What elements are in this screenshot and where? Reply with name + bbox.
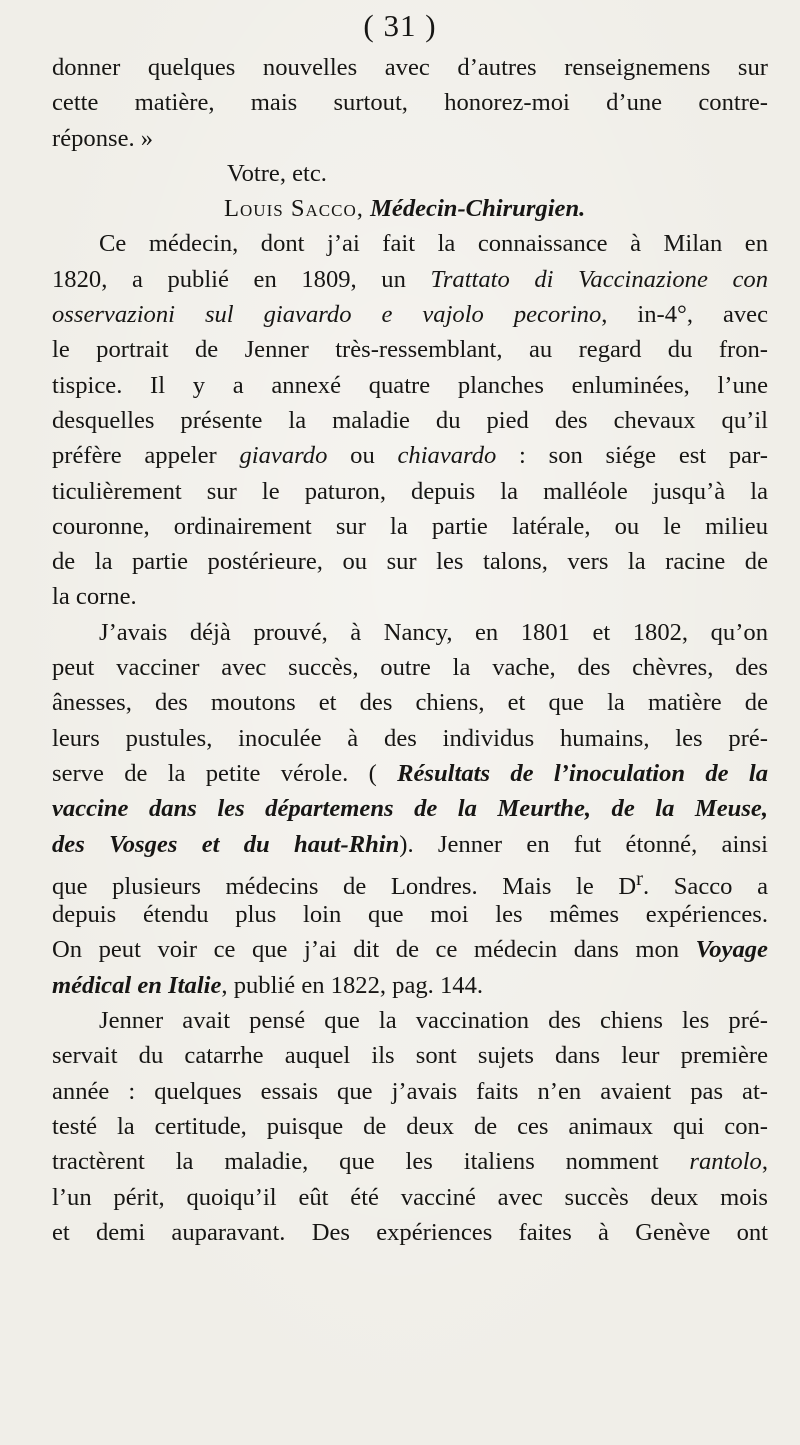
- text-line: ânesses, des moutons et des chiens, et que la matière de: [52, 689, 768, 717]
- author-name: Louis Sacco,: [224, 195, 364, 223]
- book-title-cont: osservazioni sul giavardo e vajolo pecorino: [52, 301, 602, 329]
- text-line: vaccine dans les départemens de la Meurthe, de la Meuse,: [52, 795, 768, 823]
- signature-name: [52, 191, 768, 226]
- text-line: serve de la petite vérole. ( Résultats de l’inoculation de la: [52, 759, 768, 787]
- book-title: Trattato di Vaccinazione con: [430, 265, 768, 293]
- text-line: de la partie postérieure, ou sur les talons, vers la racine de: [52, 548, 768, 576]
- text-line: depuis étendu plus loin que moi les mêmes expériences.: [52, 901, 768, 929]
- text-line: médical en Italie, publié en 1822, pag. 144.: [52, 971, 484, 999]
- text-line: On peut voir ce que j’ai dit de ce médecin dans mon Voyage: [52, 936, 768, 964]
- text-line: tractèrent la maladie, que les italiens nomment rantolo,: [52, 1148, 768, 1176]
- text-line: donner quelques nouvelles avec d’autres renseignemens sur: [52, 54, 768, 81]
- text-line: la corne.: [52, 583, 137, 611]
- author-title: Médecin-Chirurgien.: [370, 195, 586, 223]
- body-text: [52, 50, 768, 1250]
- text-line: le portrait de Jenner très-ressemblant, au regard du fron-: [52, 336, 768, 364]
- text-line: l’un périt, quoiqu’il eût été vacciné avec succès deux mois: [52, 1183, 768, 1211]
- text-line: 1820, a publié en 1809, un Trattato di Vaccinazione con: [52, 265, 768, 293]
- text-line: des Vosges et du haut-Rhin). Jenner en fut étonné, ainsi: [52, 830, 768, 858]
- text-line: Ce médecin, dont j’ai fait la connaissance à Milan en: [99, 230, 768, 258]
- page-number: ( 31 ): [363, 8, 437, 43]
- text-line: que plusieurs médecins de Londres. Mais le $D^r$. Sacco a: [52, 867, 768, 901]
- text-line: J’avais déjà prouvé, à Nancy, en 1801 et 1802, qu’on: [99, 618, 768, 646]
- text-line: et demi auparavant. Des expériences faites à Genève ont: [52, 1218, 768, 1246]
- text-line: peut vacciner avec succès, outre la vache, des chèvres, des: [52, 654, 768, 682]
- text-line: servait du catarrhe auquel ils sont sujets dans leur première: [52, 1042, 768, 1070]
- text-line: année : quelques essais que j’avais faits n’en avaient pas at-: [52, 1077, 768, 1105]
- text-line: Jenner avait pensé que la vaccination des chiens les pré-: [99, 1007, 768, 1035]
- text-line: tispice. Il y a annexé quatre planches enluminées, l’une: [52, 371, 768, 399]
- text-line: préfère appeler giavardo ou chiavardo : son siége est par-: [52, 442, 768, 470]
- text-line: leurs pustules, inoculée à des individus humains, les pré-: [52, 724, 768, 752]
- text-line: osservazioni sul giavardo e vajolo pecorino, in-4°, avec: [52, 301, 768, 329]
- text-line: testé la certitude, puisque de deux de ces animaux qui con-: [52, 1112, 768, 1140]
- text-line: cette matière, mais surtout, honorez-moi d’une contre-: [52, 89, 768, 117]
- text-line: desquelles présente la maladie du pied des chevaux qu’il: [52, 406, 768, 434]
- signature-closing: Votre, etc.: [227, 159, 327, 187]
- text-line: ticulièrement sur le paturon, depuis la malléole jusqu’à la: [52, 477, 768, 505]
- text-line: réponse. »: [52, 124, 154, 152]
- text-line: couronne, ordinairement sur la partie latérale, ou le milieu: [52, 512, 768, 540]
